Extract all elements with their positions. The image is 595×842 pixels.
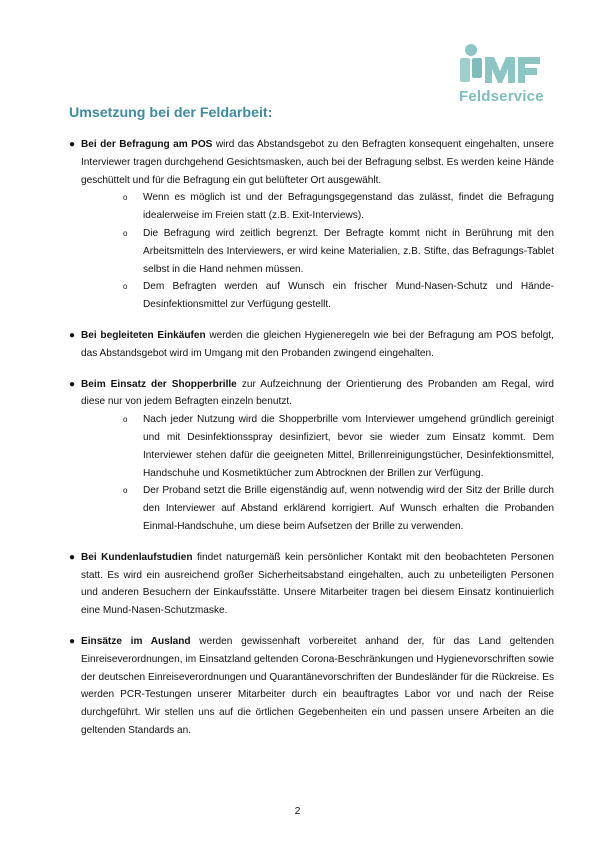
- bullet-item-text: findet naturgemäß kein persönlicher Kontakt mit den beobachteten Personen statt. Es wird ein ausreichend großer Sicherheitsabstand eingehalten, auch zu unbeteiligten Personen und anderen Besuchern der Einkaufsstätte. Unsere Mitarbeiter tragen bei diesem Einsatz kontinuierlich eine Mund-Nasen-Schutzmaske.: [81, 551, 554, 617]
- bullet-item-title: Bei Kundenlaufstudien: [81, 551, 193, 563]
- bullet-item-text: wird das Abstandsgebot zu den Befragten konsequent eingehalten, unsere Interviewer tragen durchgehend Gesichtsmasken, auch bei der Befragung selbst. Es werden keine Hände geschüttelt und für die Befragung ein gut belüfteter Ort ausgewählt.: [81, 139, 554, 186]
- bullet-item-title: Bei der Befragung am POS: [81, 139, 213, 150]
- sub-list-item: [123, 189, 554, 225]
- sub-list-item-text: Der Proband setzt die Brille eigenständig auf, wenn notwendig wird der Sitz der Brille durch den Interviewer auf Abstand erklärend korrigiert. Auf Wunsch erhalten die Probanden Einmal-Handschuhe, um diese beim Aufsetzen der Brille zu verwenden.: [143, 485, 554, 532]
- circle-bullet-icon: o: [123, 415, 128, 425]
- circle-bullet-icon: o: [123, 282, 128, 292]
- page-number: 2: [294, 805, 301, 817]
- document-body: [69, 136, 554, 740]
- bullet-item-title: Einsätze im Ausland: [81, 635, 191, 647]
- company-logo: [458, 43, 550, 109]
- sub-list-item: [123, 482, 554, 535]
- bullet-item-text: werden die gleichen Hygieneregeln wie bei der Befragung am POS befolgt, das Abstandsgebot wird im Umgang mit den Probanden zwingend eingehalten.: [81, 329, 554, 359]
- bullet-icon: ●: [69, 635, 76, 647]
- bullet-icon: ●: [69, 551, 76, 563]
- bullet-item-title: Bei begleiteten Einkäufen: [81, 329, 206, 341]
- bullet-item-shopperbrille: [69, 376, 554, 412]
- bullet-item-pos: [69, 136, 554, 189]
- bullet-item-text: zur Aufzeichnung der Orientierung des Probanden am Regal, wird diese nur von jedem Befragten einzeln benutzt.: [81, 378, 554, 408]
- bullet-item-ausland: [69, 633, 554, 740]
- logo-wordmark: Feldservice: [459, 88, 544, 105]
- logo-mark-graphic: [458, 43, 550, 89]
- section-heading: Umsetzung bei der Feldarbeit:: [69, 105, 273, 121]
- sub-list-item-text: Dem Befragten werden auf Wunsch ein frischer Mund-Nasen-Schutz und Hände-Desinfektionsmittel zur Verfügung gestellt.: [143, 281, 554, 311]
- sub-list-shopperbrille: [69, 411, 554, 536]
- bullet-item-text: werden gewissenhaft vorbereitet anhand der, für das Land geltenden Einreiseverordnungen, im Einsatzland geltenden Corona-Beschränkungen und Hygienevorschriften sowie der deutschen Einreiseverordnungen und Quarantänevorschriften der Bundesländer für die Rückreise. Es werden PCR-Testungen unserer Mitarbeiter durch ein beauftragtes Labor vor und nach der Reise durchgeführt. Wir stellen uns auf die örtlichen Gegebenheiten ein und passen unsere Arbeiten an die geltenden Standards an.: [81, 635, 554, 736]
- circle-bullet-icon: o: [123, 193, 128, 203]
- circle-bullet-icon: o: [123, 228, 128, 238]
- bullet-icon: ●: [69, 378, 76, 390]
- sub-list-item-text: Nach jeder Nutzung wird die Shopperbrille vom Interviewer umgehend gründlich gereinigt und mit Desinfektionsspray desinfiziert, bevor sie wieder zum Einsatz kommt. Dem Interviewer stehen dafür die geeigneten Mittel, Brillenreinigungstücher, Desinfektionsmittel, Handschuhe und Kosmetiktücher zum Abtrocknen der Brillen zur Verfügung.: [143, 414, 554, 479]
- sub-list-item-text: Die Befragung wird zeitlich begrenzt. Der Befragte kommt nicht in Berührung mit den Arbeitsmitteln des Interviewers, er wird keine Materialien, z.B. Stifte, das Befragungs-Tablet selbst in die Hand nehmen müssen.: [143, 227, 554, 275]
- circle-bullet-icon: o: [123, 486, 128, 496]
- sub-list-item: [123, 225, 554, 278]
- bullet-icon: ●: [69, 139, 76, 150]
- bullet-item-shopping: [69, 327, 554, 363]
- sub-list-pos: [69, 189, 554, 314]
- bullet-icon: ●: [69, 329, 76, 341]
- sub-list-item: [123, 411, 554, 482]
- bullet-item-kundenlauf: [69, 549, 554, 620]
- sub-list-item-text: Wenn es möglich ist und der Befragungsgegenstand das zulässt, findet die Befragung idealerweise im Freien statt (z.B. Exit-Interviews).: [143, 192, 554, 222]
- sub-list-item: [123, 278, 554, 314]
- bullet-item-title: Beim Einsatz der Shopperbrille: [81, 378, 237, 390]
